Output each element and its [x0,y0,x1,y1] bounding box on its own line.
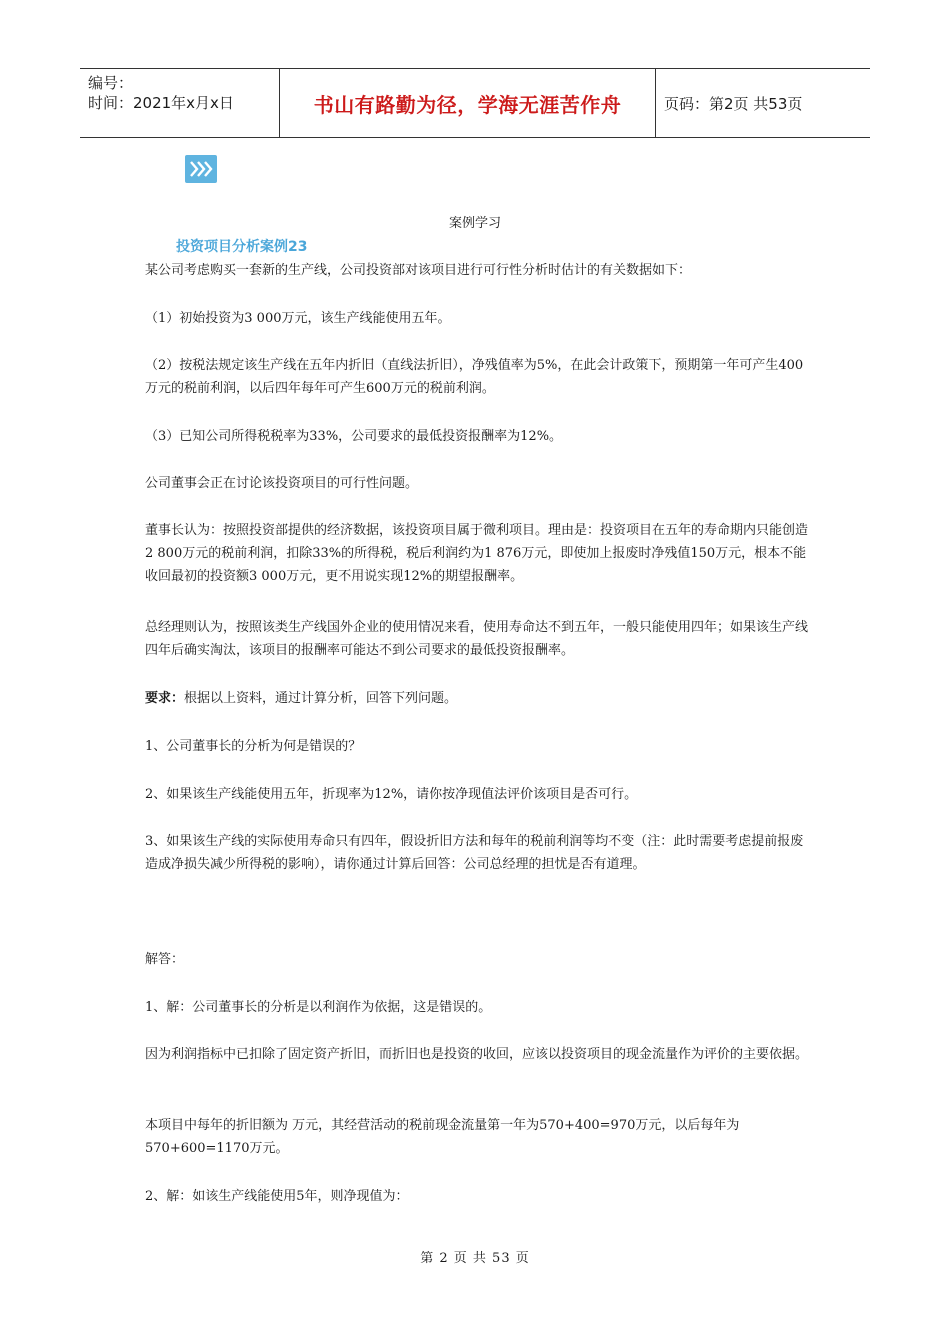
header-page-info: 页码：第2页 共53页 [664,94,803,113]
case-title: 投资项目分析案例23 [176,239,308,255]
header-meta [80,69,280,137]
answer-1-cashflow: 本项目中每年的折旧额为 万元，其经营活动的税前现金流量第一年为570+400=970万元，以后每年为570+600=1170万元。 [145,1118,740,1156]
chairman-view: 董事长认为：按照投资部提供的经济数据，该投资项目属于微利项目。理由是：投资项目在五年的寿命期内只能创造2 800万元的税前利润，扣除33%的所得税，税后利润约为1 876万元，即使加上报废时净残值150万元，根本不能收回最初的投资额3 000万元，更不用说实现12%的期望报酬率。 [145,523,809,584]
answer-2: 2、解：如该生产线能使用5年，则净现值为： [145,1189,409,1204]
requirements [145,687,810,710]
question-1: 1、公司董事长的分析为何是错误的？ [145,739,362,754]
condition-3: （3）已知公司所得税税率为33%，公司要求的最低投资报酬率为12%。 [145,429,563,444]
question-2: 2、如果该生产线能使用五年，折现率为12%，请你按净现值法评价该项目是否可行。 [145,787,638,802]
condition-1: （1）初始投资为3 000万元，该生产线能使用五年。 [145,311,451,326]
condition-2: （2）按税法规定该生产线在五年内折旧（直线法折旧），净残值率为5%，在此会计政策下，预期第一年可产生400万元的税前利润，以后四年每年可产生600万元的税前利润。 [145,358,804,396]
time-label: 时间：2021年x月x日 [88,94,234,112]
double-chevron-right-icon [185,155,217,183]
page-footer: 第 2 页 共 53 页 [420,1251,530,1266]
manager-view: 总经理则认为，按照该类生产线国外企业的使用情况来看，使用寿命达不到五年，一般只能使用四年；如果该生产线四年后确实淘汰，该项目的报酬率可能达不到公司要求的最低投资报酬率。 [145,620,809,658]
page-header [80,68,870,138]
question-3: 3、如果该生产线的实际使用寿命只有四年，假设折旧方法和每年的税前利润等均不变（注：此时需要考虑提前报废造成净损失减少所得税的影响），请你通过计算后回答：公司总经理的担忧是否有道理。 [145,834,804,872]
requirements-text: 根据以上资料，通过计算分析，回答下列问题。 [184,691,458,706]
header-motto: 书山有路勤为径，学海无涯苦作舟 [280,69,656,137]
answer-1-reason: 因为利润指标中已扣除了固定资产折旧，而折旧也是投资的收回，应该以投资项目的现金流量作为评价的主要依据。 [145,1047,809,1062]
board-discussion: 公司董事会正在讨论该投资项目的可行性问题。 [145,476,419,491]
answer-label: 解答： [145,952,185,967]
intro-paragraph: 某公司考虑购买一套新的生产线，公司投资部对该项目进行可行性分析时估计的有关数据如下： [145,263,692,278]
document-title: 案例学习 [448,216,501,231]
answer-1: 1、解：公司董事长的分析是以利润作为依据，这是错误的。 [145,1000,492,1015]
requirements-label: 要求： [145,691,185,706]
number-label: 编号： [88,74,134,92]
